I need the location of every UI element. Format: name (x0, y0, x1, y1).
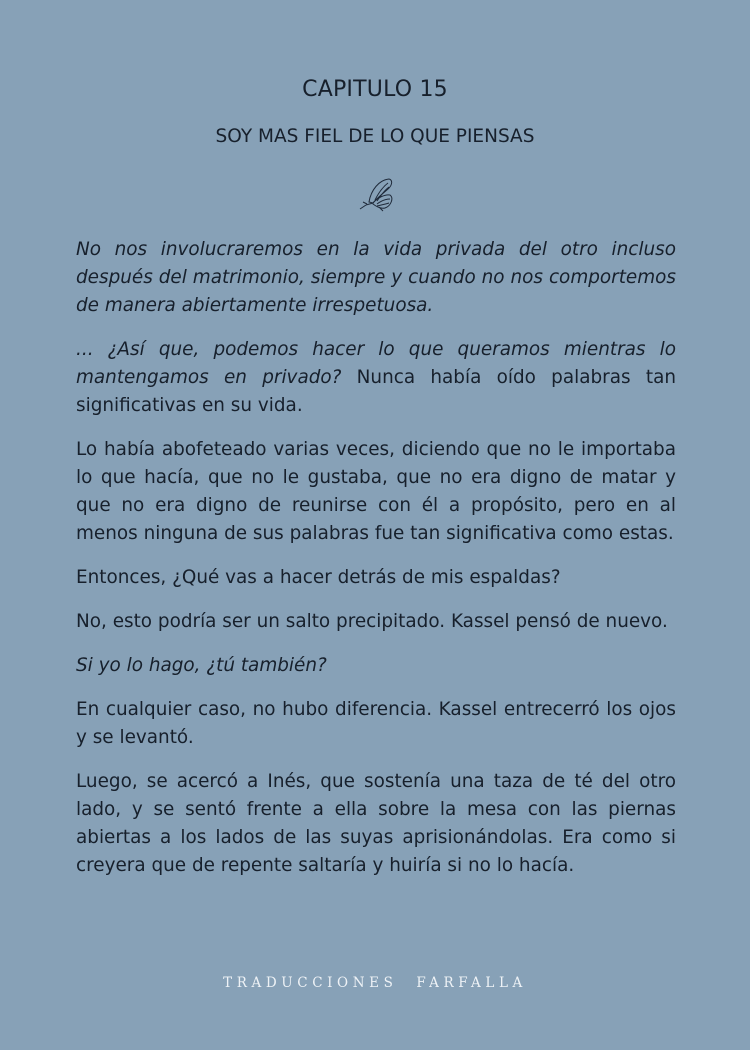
chapter-body (76, 236, 676, 896)
paragraph-text: Entonces, ¿Qué vas a hacer detrás de mis espaldas? (76, 567, 561, 588)
paragraph (76, 652, 676, 680)
paragraph-text: No, esto podría ser un salto precipitado. Kassel pensó de nuevo. (76, 611, 668, 632)
paragraph (76, 336, 676, 420)
paragraph (76, 608, 676, 636)
paragraph-text: Lo había abofeteado varias veces, diciendo que no le importaba lo que hacía, que no le gustaba, que no era digno de matar y que no era digno de reunirse con él a propósito, pero en al menos ninguna de sus palabras fue tan significativa como estas. (76, 439, 676, 544)
paragraph (76, 564, 676, 592)
paragraph-italic: No nos involucraremos en la vida privada del otro incluso después del matrimonio, siempre y cuando no nos comportemos de manera abiertamente irrespetuosa. (76, 239, 676, 316)
paragraph-italic: ... ¿Así que, podemos hacer lo que queramos mientras lo mantengamos en privado? (76, 339, 676, 388)
paragraph (76, 436, 676, 548)
paragraph (76, 696, 676, 752)
paragraph-text: Nunca había oído palabras tan significativas en su vida. (76, 367, 676, 416)
butterfly-icon (355, 176, 395, 212)
paragraph-italic: Si yo lo hago, ¿tú también? (76, 655, 327, 676)
chapter-subtitle: SOY MAS FIEL DE LO QUE PIENSAS (215, 126, 535, 147)
chapter-title: CAPITULO 15 (302, 77, 448, 102)
paragraph (76, 768, 676, 880)
paragraph-text: Luego, se acercó a Inés, que sostenía una taza de té del otro lado, y se sentó frente a ella sobre la mesa con las piernas abiertas a los lados de las suyas aprisionándolas. Era como si creyera que de repente saltaría y huiría si no lo hacía. (76, 771, 676, 876)
paragraph (76, 236, 676, 320)
paragraph-text: En cualquier caso, no hubo diferencia. Kassel entrecerró los ojos y se levantó. (76, 699, 676, 748)
footer-credit: TRADUCCIONES FARFALLA (223, 975, 527, 991)
